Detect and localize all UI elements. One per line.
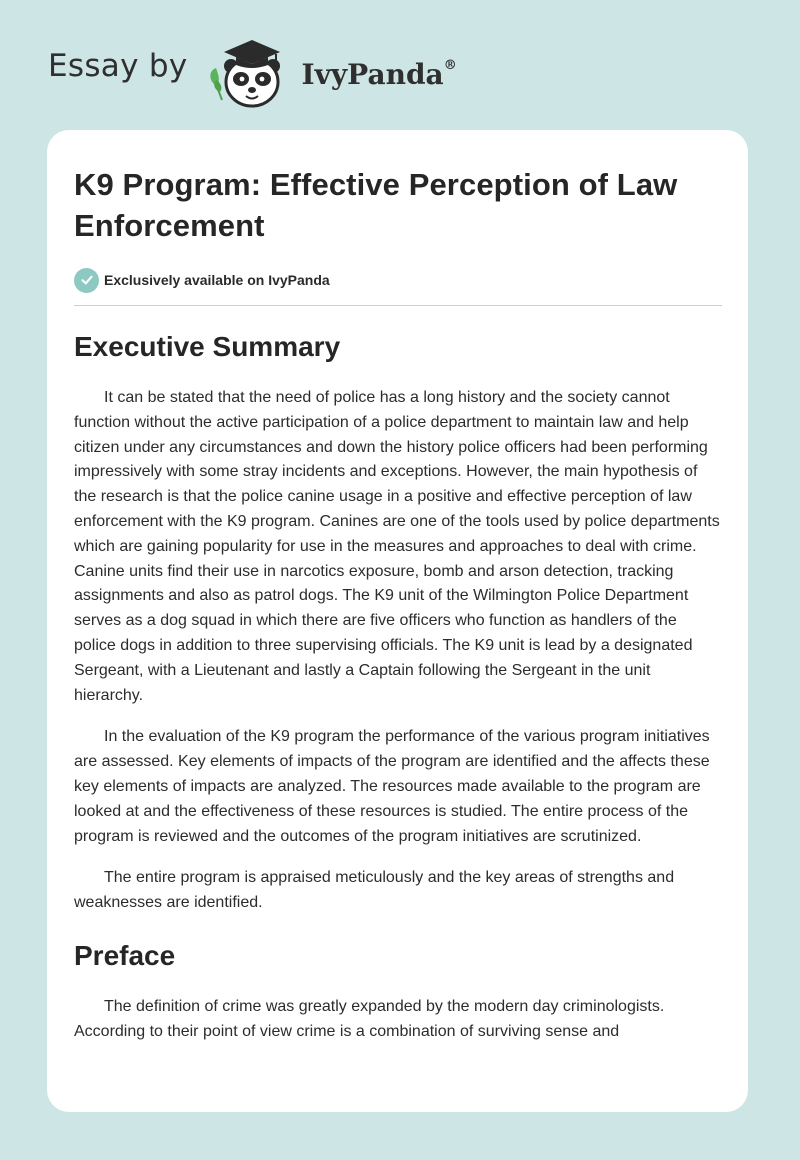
page-title: K9 Program: Effective Perception of Law Enforcement — [74, 167, 678, 243]
ivypanda-logo-icon[interactable] — [202, 34, 298, 110]
paragraph: The entire program is appraised meticulously and the key areas of strengths and weaknesses are identified. — [74, 869, 675, 912]
checkmark-icon — [74, 268, 99, 293]
title-divider — [74, 305, 722, 306]
brand-prefix: Essay by — [48, 48, 188, 84]
brand-name[interactable] — [302, 58, 457, 91]
section-heading-executive-summary: Executive Summary — [74, 331, 341, 362]
paragraph: It can be stated that the need of police has a long history and the society cannot function without the active participation of a police department to maintain law and help citizen under any circumstances and down the history police officers had been performing impressively with some stray incidents and exceptions. However, the main hypothesis of the research is that the police canine usage in a positive and effective perception of law enforcement with the K9 program. Canines are one of the tools used by police departments which are gaining popularity for use in the measures and approaches to deal with crime. Canine units find their use in narcotics exposure, bomb and arson detection, tracking assignments and also as patrol dogs. The K9 unit of the Wilmington Police Department serves as a dog squad in which there are five officers who function as handlers of the police dogs in addition to three supervising officials. The K9 unit is lead by a designated Sergeant, with a Lieutenant and lastly a Captain following the Sergeant in the unit hierarchy. — [74, 389, 720, 704]
essay-card — [47, 130, 748, 1112]
registered-mark: ® — [443, 58, 457, 74]
brand-header — [48, 34, 457, 110]
exclusive-badge — [74, 266, 722, 294]
paragraph: In the evaluation of the K9 program the performance of the various program initiatives are assessed. Key elements of impacts of the program are identified and the affects these key elements of impacts are analyzed. The resources made available to the program are looked at and the effectiveness of these resources is studied. The entire process of the program is reviewed and the outcomes of the program initiatives are scrutinized. — [74, 728, 710, 845]
brand-name-text: IvyPanda — [301, 57, 444, 91]
exclusive-badge-label: Exclusively available on IvyPanda — [104, 272, 330, 288]
paragraph: The definition of crime was greatly expanded by the modern day criminologists. According to their point of view crime is a combination of surviving sense and — [74, 997, 665, 1040]
section-heading-preface: Preface — [74, 939, 176, 971]
